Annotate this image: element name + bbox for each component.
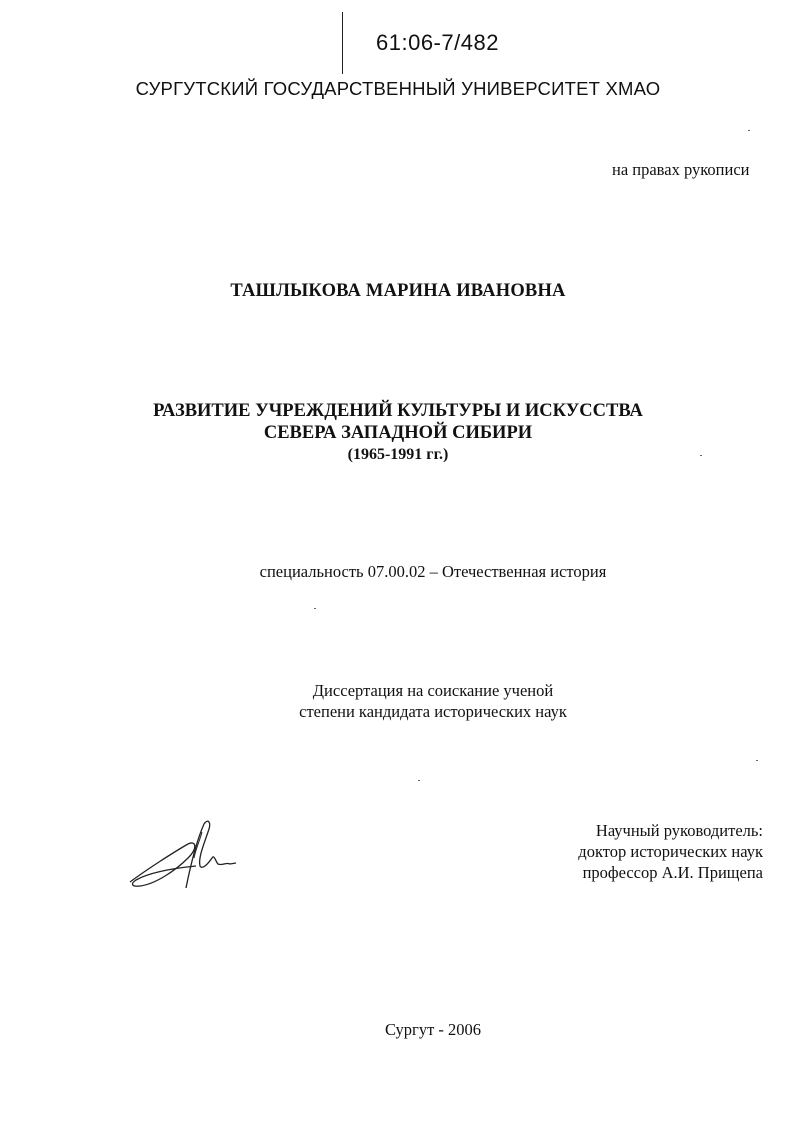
supervisor-degree: доктор исторических наук (578, 842, 763, 861)
author-name: ТАШЛЫКОВА МАРИНА ИВАНОВНА (230, 281, 566, 301)
title-years: (1965-1991 гг.) (347, 446, 449, 463)
specialty: специальность 07.00.02 – Отечественная история (259, 562, 607, 581)
stamp-vertical-line (342, 12, 343, 74)
dissertation-degree (0, 680, 796, 722)
title-line-2: СЕВЕРА ЗАПАДНОЙ СИБИРИ (263, 423, 533, 443)
scan-speck (748, 130, 750, 131)
university-name: СУРГУТСКИЙ ГОСУДАРСТВЕННЫЙ УНИВЕРСИТЕТ ХМАО (135, 78, 661, 99)
rights-note: на правах рукописи (612, 160, 750, 179)
scan-speck (418, 780, 420, 781)
supervisor-block (520, 820, 763, 883)
archive-stamp-code: 61:06-7/482 (376, 30, 499, 55)
dissertation-title (0, 400, 796, 466)
supervisor-name: профессор А.И. Прищепа (582, 863, 763, 882)
scan-speck (700, 455, 702, 456)
supervisor-heading: Научный руководитель: (595, 821, 763, 840)
scan-speck (756, 760, 758, 761)
dissertation-line-2: степени кандидата исторических наук (299, 702, 567, 721)
scan-speck (314, 608, 316, 609)
city-and-year: Сургут - 2006 (384, 1020, 482, 1039)
handwritten-signature-icon (126, 818, 238, 898)
dissertation-line-1: Диссертация на соискание ученой (312, 681, 554, 700)
title-line-1: РАЗВИТИЕ УЧРЕЖДЕНИЙ КУЛЬТУРЫ И ИСКУССТВА (153, 401, 643, 421)
